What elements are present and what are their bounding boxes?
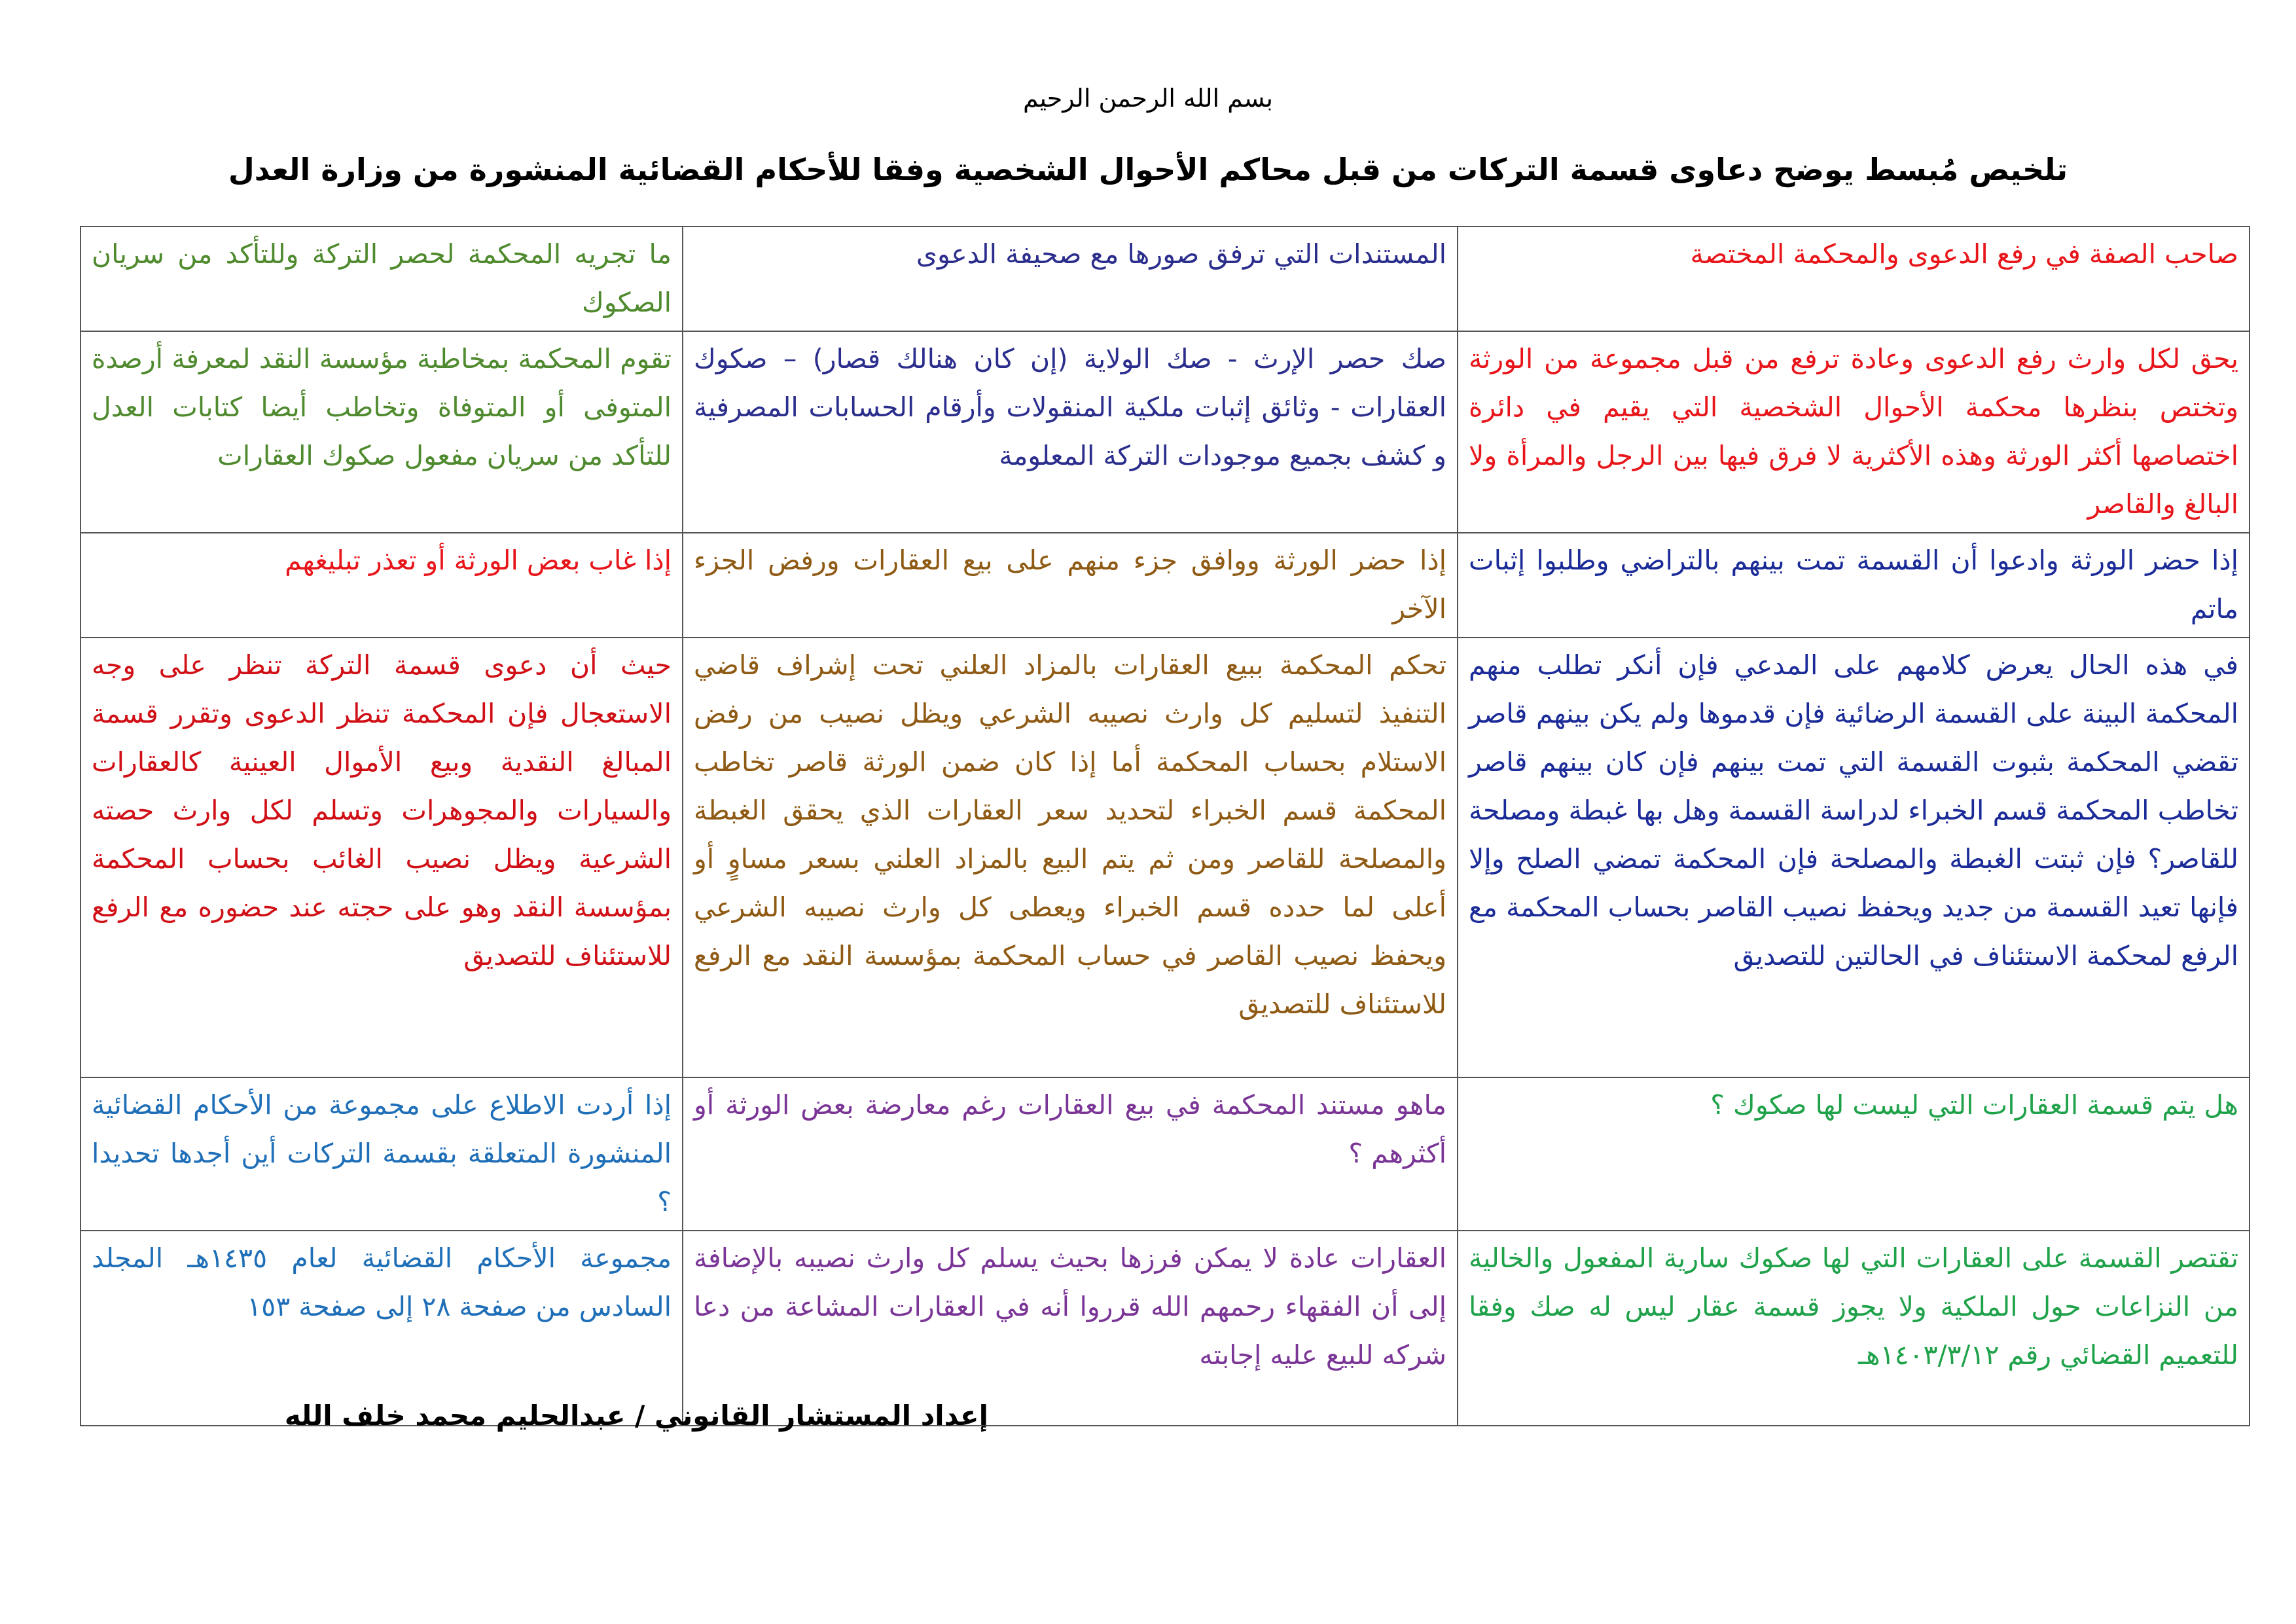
table-cell: في هذه الحال يعرض كلامهم على المدعي فإن أنكر تطلب منهم المحكمة البينة على القسمة الرضائية فإن قدموها ولم يكن بينهم قاصر تقضي المحكمة بثبوت القسمة التي تمت بينهم فإن كان بينهم قاصر تخاطب المحكمة قسم الخبراء لدراسة القسمة وهل بها غبطة ومصلحة للقاصر؟ فإن ثبتت الغبطة والمصلحة فإن المحكمة تمضي الصلح وإلا فإنها تعيد القسمة من جديد ويحفظ نصيب القاصر بحساب المحكمة مع الرفع لمحكمة الاستئناف في الحالتين للتصديق (1458, 638, 2250, 1077)
table-cell: تقوم المحكمة بمخاطبة مؤسسة النقد لمعرفة أرصدة المتوفى أو المتوفاة وتخاطب أيضا كتابات العدل للتأكد من سريان مفعول صكوك العقارات (81, 331, 683, 533)
table-row (81, 331, 2250, 533)
table-row (81, 1077, 2250, 1231)
table-cell: العقارات عادة لا يمكن فرزها بحيث يسلم كل وارث نصيبه بالإضافة إلى أن الفقهاء رحمهم الله قرروا أنه في العقارات المشاعة من دعا شركه للبيع عليه إجابته (683, 1231, 1458, 1426)
table-cell: صك حصر الإرث - صك الولاية (إن كان هنالك قصار) – صكوك العقارات - وثائق إثبات ملكية المنقولات وأرقام الحسابات المصرفية و كشف بجميع موجودات التركة المعلومة (683, 331, 1458, 533)
table-cell: حيث أن دعوى قسمة التركة تنظر على وجه الاستعجال فإن المحكمة تنظر الدعوى وتقرر قسمة المبالغ النقدية وبيع الأموال العينية كالعقارات والسيارات والمجوهرات وتسلم لكل وارث حصته الشرعية ويظل نصيب الغائب بحساب المحكمة بمؤسسة النقد وهو على حجته عند حضوره مع الرفع للاستئناف للتصديق (81, 638, 683, 1077)
table-cell: تحكم المحكمة ببيع العقارات بالمزاد العلني تحت إشراف قاضي التنفيذ لتسليم كل وارث نصيبه الشرعي ويظل نصيب من رفض الاستلام بحساب المحكمة أما إذا كان ضمن الورثة قاصر تخاطب المحكمة قسم الخبراء لتحديد سعر العقارات الذي يحقق الغبطة والمصلحة للقاصر ومن ثم يتم البيع بالمزاد العلني بسعر مساوٍ أو أعلى لما حدده قسم الخبراء ويعطى كل وارث نصيبه الشرعي ويحفظ نصيب القاصر في حساب المحكمة بمؤسسة النقد مع الرفع للاستئناف للتصديق (683, 638, 1458, 1077)
table-cell: مجموعة الأحكام القضائية لعام ١٤٣٥هـ المجلد السادس من صفحة ٢٨ إلى صفحة ١٥٣ (81, 1231, 683, 1426)
table-cell: هل يتم قسمة العقارات التي ليست لها صكوك ؟ (1458, 1077, 2250, 1231)
table-row (81, 1231, 2250, 1426)
document-title: تلخيص مُبسط يوضح دعاوى قسمة التركات من قبل محاكم الأحوال الشخصية وفقا للأحكام القضائية المنشورة من وزارة العدل (228, 152, 2068, 187)
table-cell: إذا حضر الورثة وادعوا أن القسمة تمت بينهم بالتراضي وطلبوا إثبات ماتم (1458, 533, 2250, 638)
table-row-header (81, 226, 2250, 331)
table-cell: يحق لكل وارث رفع الدعوى وعادة ترفع من قبل مجموعة من الورثة وتختص بنظرها محكمة الأحوال الشخصية التي يقيم في دائرة اختصاصها أكثر الورثة وهذه الأكثرية لا فرق فيها بين الرجل والمرأة ولا البالغ والقاصر (1458, 331, 2250, 533)
table-cell: المستندات التي ترفق صورها مع صحيفة الدعوى (683, 226, 1458, 331)
table-cell: صاحب الصفة في رفع الدعوى والمحكمة المختصة (1458, 226, 2250, 331)
table-cell: ماهو مستند المحكمة في بيع العقارات رغم معارضة بعض الورثة أو أكثرهم ؟ (683, 1077, 1458, 1231)
table-row (81, 638, 2250, 1077)
table-row (81, 533, 2250, 638)
table-cell: إذا أردت الاطلاع على مجموعة من الأحكام القضائية المنشورة المتعلقة بقسمة التركات أين أجدها تحديدا ؟ (81, 1077, 683, 1231)
table-cell: إذا غاب بعض الورثة أو تعذر تبليغهم (81, 533, 683, 638)
summary-table (80, 226, 2250, 1426)
table-cell: تقتصر القسمة على العقارات التي لها صكوك سارية المفعول والخالية من النزاعات حول الملكية ولا يجوز قسمة عقار ليس له صك وفقا للتعميم القضائي رقم ١٤٠٣/٣/١٢هـ (1458, 1231, 2250, 1426)
table-cell: إذا حضر الورثة ووافق جزء منهم على بيع العقارات ورفض الجزء الآخر (683, 533, 1458, 638)
author-credit: إعداد المستشار القانوني / عبدالحليم محمد خلف الله (284, 1399, 988, 1432)
table-cell: ما تجريه المحكمة لحصر التركة وللتأكد من سريان الصكوك (81, 226, 683, 331)
basmala: بسم الله الرحمن الرحيم (1023, 84, 1273, 113)
